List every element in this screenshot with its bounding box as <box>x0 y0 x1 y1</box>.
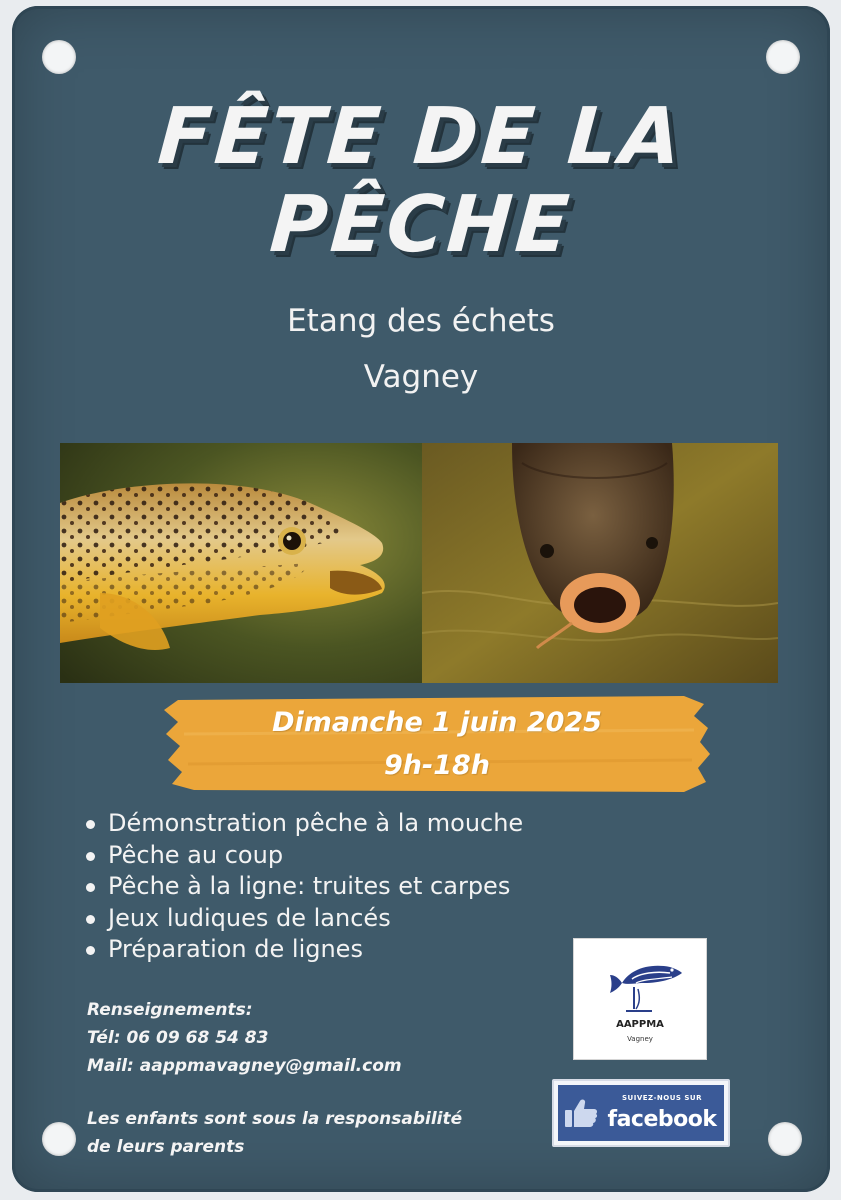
poster-title-line1: FÊTE DE LA <box>155 92 687 182</box>
trout-photo <box>60 443 422 683</box>
facebook-wordmark: facebook <box>607 1107 717 1132</box>
pin-hole <box>766 40 800 74</box>
facebook-follow-badge[interactable] <box>552 1079 730 1147</box>
facebook-badge-inner <box>558 1085 724 1141</box>
fish-icon <box>574 939 706 1019</box>
poster-title-line2: PÊCHE <box>267 180 575 270</box>
carp-photo <box>422 443 778 683</box>
facebook-follow-label: SUIVEZ-NOUS SUR <box>622 1094 702 1102</box>
event-date: Dimanche 1 juin 2025 <box>272 707 602 738</box>
pin-hole <box>42 1122 76 1156</box>
contact-heading: Renseignements: <box>87 1000 253 1020</box>
pin-hole <box>42 40 76 74</box>
venue-name: Etang des échets <box>287 303 555 339</box>
contact-phone: Tél: 06 09 68 54 83 <box>87 1028 269 1048</box>
logo-name: AAPPMA <box>616 1019 664 1030</box>
parental-responsibility-note: Les enfants sont sous la responsabilité de leurs parents <box>87 1109 463 1157</box>
date-banner <box>164 694 710 794</box>
poster <box>12 6 830 1192</box>
activity-list <box>84 808 523 966</box>
logo-town: Vagney <box>627 1035 653 1043</box>
event-time: 9h-18h <box>383 750 490 781</box>
list-item: Démonstration pêche à la mouche <box>84 808 523 840</box>
venue-town: Vagney <box>363 359 479 395</box>
contact-mail: Mail: aappmavagney@gmail.com <box>87 1056 402 1076</box>
thumbs-up-icon <box>564 1097 598 1129</box>
list-item: Pêche au coup <box>84 840 523 872</box>
list-item: Pêche à la ligne: truites et carpes <box>84 871 523 903</box>
list-item: Préparation de lignes <box>84 934 523 966</box>
pin-hole <box>768 1122 802 1156</box>
aappma-logo <box>573 938 707 1060</box>
list-item: Jeux ludiques de lancés <box>84 903 523 935</box>
